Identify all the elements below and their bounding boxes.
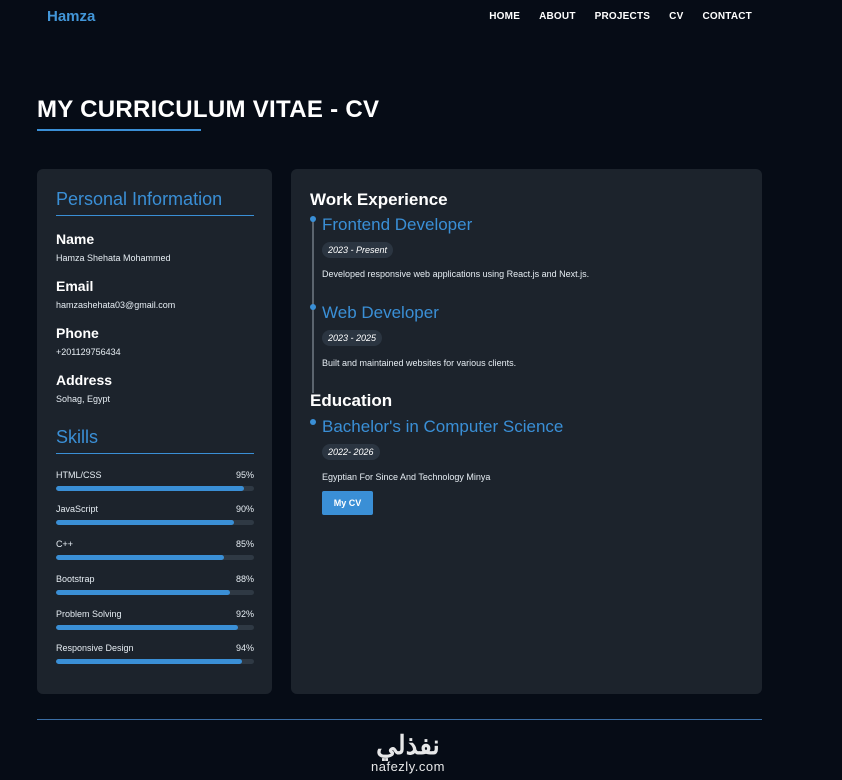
job-title: Web Developer xyxy=(322,303,439,322)
page-title: MY CURRICULUM VITAE - CV xyxy=(37,96,380,123)
name-value: Hamza Shehata Mohammed xyxy=(56,253,171,263)
skill-progress-fill xyxy=(56,659,242,664)
address-label: Address xyxy=(56,372,113,388)
skill-percent: 88% xyxy=(235,574,254,584)
nav-link-projects[interactable]: PROJECTS xyxy=(594,11,651,22)
watermark-logo-text: نفذلي xyxy=(376,730,440,760)
skill-progress-fill xyxy=(56,486,244,491)
skill-name: HTML/CSS xyxy=(56,470,102,480)
skill-item xyxy=(56,470,254,500)
skill-item xyxy=(56,539,254,569)
skill-percent: 94% xyxy=(235,643,254,653)
name-label: Name xyxy=(56,231,95,247)
timeline-dot xyxy=(310,419,316,425)
skills-heading: Skills xyxy=(56,427,254,454)
timeline-dot xyxy=(310,216,316,222)
skill-name: Responsive Design xyxy=(56,643,134,653)
skill-progress-fill xyxy=(56,590,230,595)
nav-link-home[interactable]: HOME xyxy=(489,11,521,22)
skill-progress-track xyxy=(56,486,254,491)
skill-name: Bootstrap xyxy=(56,574,95,584)
education-heading: Education xyxy=(310,391,393,410)
watermark-url: nafezly.com xyxy=(371,759,445,774)
skill-name: JavaScript xyxy=(56,504,99,514)
skill-progress-fill xyxy=(56,555,224,560)
skill-progress-fill xyxy=(56,625,238,630)
address-value: Sohag, Egypt xyxy=(56,394,111,404)
phone-label: Phone xyxy=(56,325,99,341)
skill-progress-track xyxy=(56,590,254,595)
personal-info-heading: Personal Information xyxy=(56,189,254,216)
nav-link-about[interactable]: ABOUT xyxy=(539,11,576,22)
skill-progress-track xyxy=(56,555,254,560)
skill-percent: 85% xyxy=(235,539,254,549)
phone-value: +201129756434 xyxy=(56,347,121,357)
title-underline xyxy=(37,129,201,131)
skill-item xyxy=(56,609,254,639)
skill-progress-track xyxy=(56,659,254,664)
date-badge: 2023 - Present xyxy=(322,242,393,258)
job-description: Developed responsive web applications using React.js and Next.js. xyxy=(322,269,590,279)
nav-links xyxy=(489,11,752,22)
skill-name: C++ xyxy=(56,539,74,549)
my-cv-button[interactable]: My CV xyxy=(322,491,373,515)
date-badge: 2023 - 2025 xyxy=(322,330,382,346)
nav-link-contact[interactable]: CONTACT xyxy=(702,11,752,22)
skill-item xyxy=(56,504,254,534)
email-value: hamzashehata03@gmail.com xyxy=(56,300,176,310)
skill-percent: 95% xyxy=(235,470,254,480)
brand-link[interactable]: Hamza xyxy=(47,8,96,25)
job-description: Built and maintained websites for various clients. xyxy=(322,358,517,368)
skill-progress-fill xyxy=(56,520,234,525)
navbar xyxy=(0,0,842,34)
work-experience-heading: Work Experience xyxy=(310,190,448,209)
job-title: Frontend Developer xyxy=(322,215,473,234)
institution-name: Egyptian For Since And Technology Minya xyxy=(322,472,491,482)
personal-info-card xyxy=(37,169,272,694)
skill-item xyxy=(56,574,254,604)
skill-percent: 90% xyxy=(235,504,254,514)
skill-name: Problem Solving xyxy=(56,609,122,619)
nafezly-watermark xyxy=(371,730,445,774)
timeline-dot xyxy=(310,304,316,310)
date-badge: 2022- 2026 xyxy=(322,444,380,460)
skill-item xyxy=(56,643,254,673)
skill-progress-track xyxy=(56,625,254,630)
experience-card xyxy=(291,169,762,694)
nav-link-cv[interactable]: CV xyxy=(669,11,684,22)
skill-progress-track xyxy=(56,520,254,525)
email-label: Email xyxy=(56,278,94,294)
degree-title: Bachelor's in Computer Science xyxy=(322,417,564,436)
footer-divider xyxy=(37,719,762,720)
skill-percent: 92% xyxy=(235,609,254,619)
